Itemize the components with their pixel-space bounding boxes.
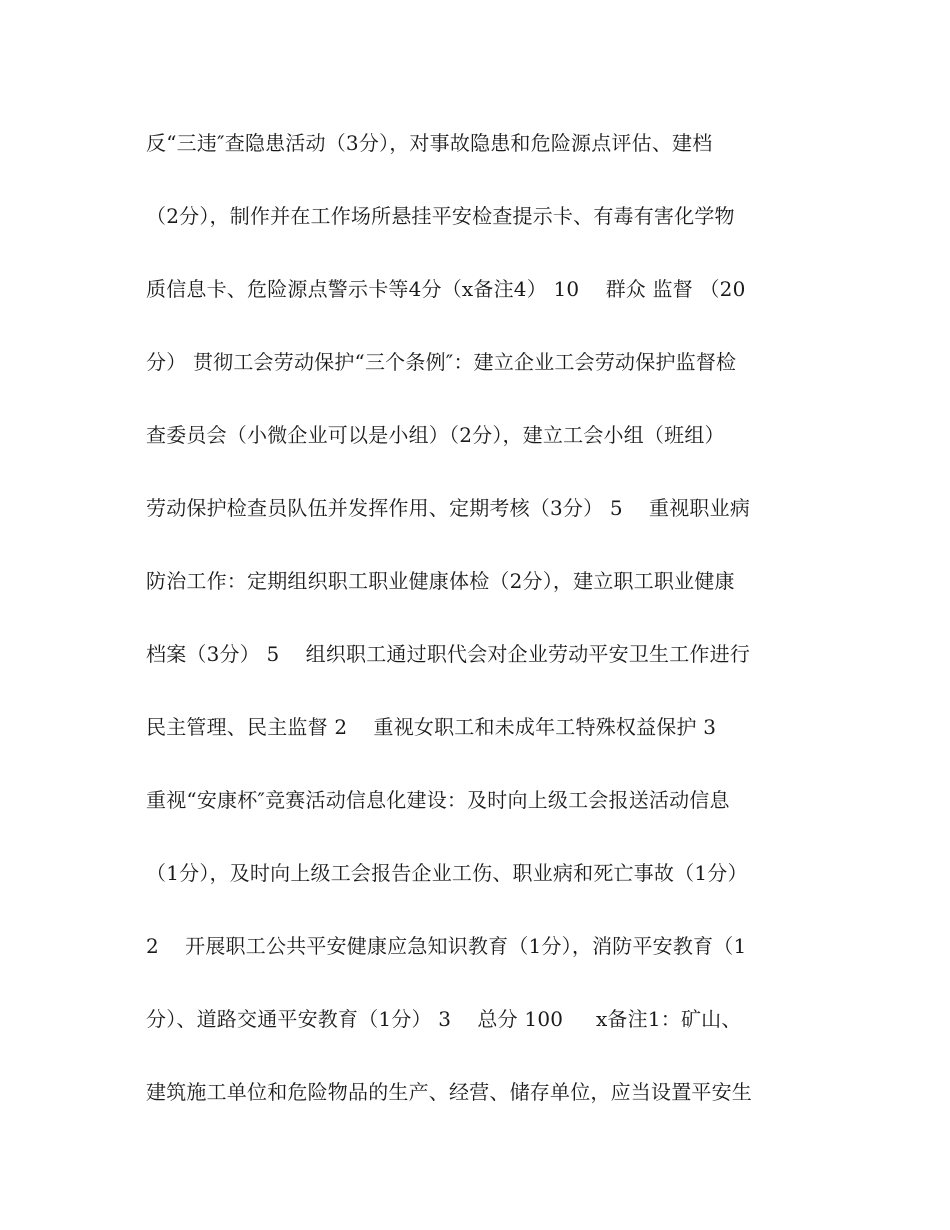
text-line: 反“三违″查隐患活动（3分），对事故隐患和危险源点评估、建档 (146, 131, 713, 155)
text-line: 防治工作：定期组织职工职业健康体检（2分），建立职工职业健康 (146, 569, 735, 593)
text-line: 分）、道路交通平安教育（1分） 3 总分 100 x备注1：矿山、 (146, 1007, 742, 1031)
text-line: 分） 贯彻工会劳动保护“三个条例″：建立企业工会劳动保护监督检 (146, 350, 737, 374)
text-line: 档案（3分） 5 组织职工通过职代会对企业劳动平安卫生工作进行 (146, 642, 751, 666)
text-line: 劳动保护检查员队伍并发挥作用、定期考核（3分） 5 重视职业病 (146, 496, 751, 520)
text-line: （1分），及时向上级工会报告企业工伤、职业病和死亡事故（1分） (146, 861, 748, 885)
text-line: 质信息卡、危险源点警示卡等4分（x备注4） 10 群众 监督 （20 (146, 277, 746, 301)
text-line: 2 开展职工公共平安健康应急知识教育（1分），消防平安教育（1 (146, 934, 747, 958)
text-line: 查委员会（小微企业可以是小组）（2分），建立工会小组（班组） (146, 423, 725, 447)
text-line: 民主管理、民主监督 2 重视女职工和未成年工特殊权益保护 3 (146, 715, 717, 739)
text-line: 重视“安康杯″竞赛活动信息化建设：及时向上级工会报送活动信息 (146, 788, 730, 812)
text-line: 建筑施工单位和危险物品的生产、经营、储存单位，应当设置平安生 (146, 1080, 752, 1104)
text-line: （2分），制作并在工作场所悬挂平安检查提示卡、有毒有害化学物 (146, 204, 735, 228)
